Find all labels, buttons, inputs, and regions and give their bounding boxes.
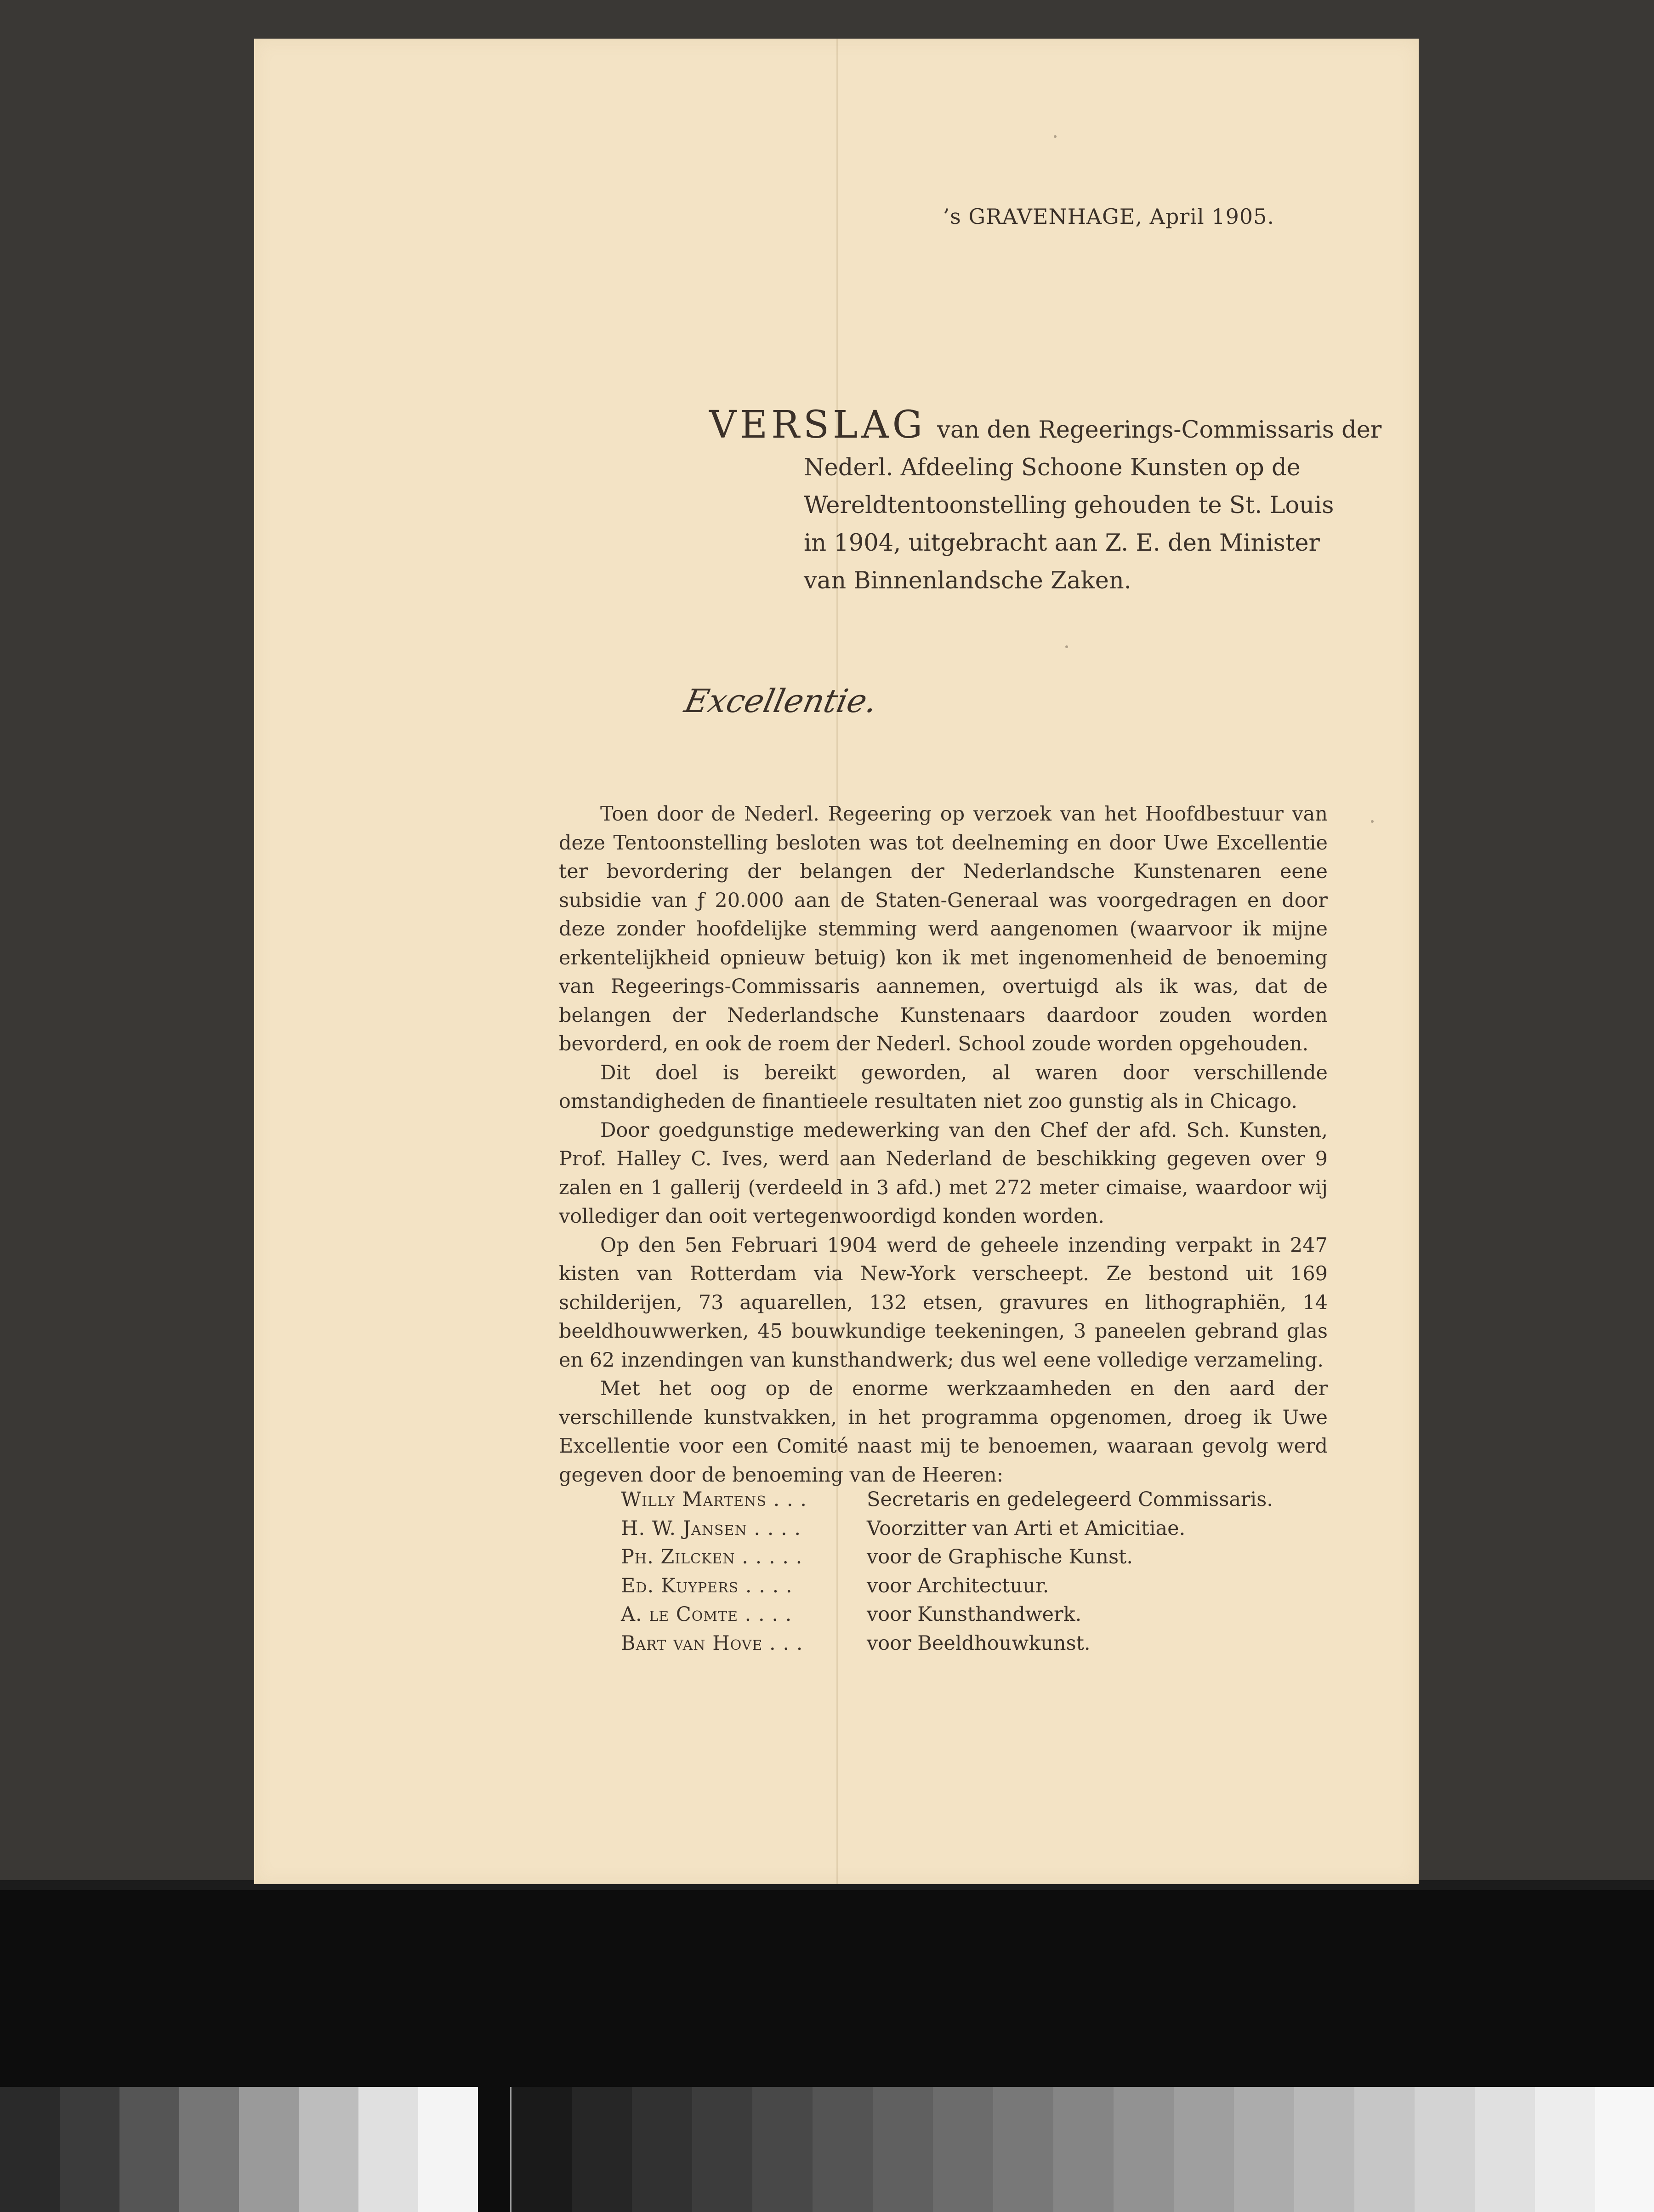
- gray-patch: [418, 2087, 478, 2212]
- title-word: VERSLAG: [709, 403, 926, 447]
- body-paragraph: Op den 5en Februari 1904 werd de geheele inzending verpakt in 247 kisten van Rotterdam via New-York verscheept. Ze bestond uit 169 schilderijen, 73 aquarellen, 132 etsen, gravures en lithographiën, 14 beeldhouwwerken, 45 bouwkundige teekeningen, 3 paneelen gebrand glas en 62 inzendingen van kunsthandwerk; dus wel eene volledige verzameling.: [559, 1233, 1328, 1372]
- committee-member: [621, 1514, 1273, 1543]
- title-line: Wereldtentoonstelling gehouden te St. Louis: [804, 492, 1334, 519]
- gray-patch: [1114, 2087, 1174, 2212]
- member-name: Bart van Hove . . .: [621, 1631, 803, 1655]
- body-paragraph: Dit doel is bereikt geworden, al waren door verschillende omstandigheden de finantieele resultaten niet zoo gunstig als in Chicago.: [559, 1061, 1328, 1113]
- gray-patch: [873, 2087, 933, 2212]
- title-first-line: [709, 403, 1382, 449]
- member-role: Secretaris en gedelegeerd Commissaris.: [867, 1488, 1273, 1511]
- salutation: Excellentie.: [681, 682, 881, 720]
- gray-patch: [692, 2087, 752, 2212]
- member-name: Ph. Zilcken . . . . .: [621, 1545, 803, 1568]
- gray-patch: [512, 2087, 572, 2212]
- gray-patch: [1354, 2087, 1415, 2212]
- gray-patch: [0, 2087, 60, 2212]
- gray-patch: [179, 2087, 239, 2212]
- document-page: [254, 39, 1419, 1884]
- title-line: in 1904, uitgebracht aan Z. E. den Minister: [804, 530, 1320, 557]
- committee-member: [621, 1485, 1273, 1514]
- member-name: Ed. Kuypers . . . .: [621, 1574, 793, 1597]
- gray-patch: [299, 2087, 358, 2212]
- committee-member: [621, 1600, 1273, 1629]
- gray-patch: [1174, 2087, 1234, 2212]
- gray-patch: [933, 2087, 993, 2212]
- title-line: van den Regeerings-Commissaris der: [937, 416, 1382, 444]
- gray-patch: [1294, 2087, 1354, 2212]
- member-role: voor Architectuur.: [867, 1574, 1049, 1597]
- member-role: Voorzitter van Arti et Amicitiae.: [867, 1516, 1186, 1540]
- committee-member: [621, 1629, 1273, 1658]
- dateline: ’s GRAVENHAGE, April 1905.: [943, 204, 1274, 229]
- gray-patch: [993, 2087, 1053, 2212]
- gray-patch: [813, 2087, 873, 2212]
- body-paragraph: Door goedgunstige medewerking van den Chef der afd. Sch. Kunsten, Prof. Halley C. Ives, werd aan Nederland de beschikking gegeven over 9 zalen en 1 gallerij (verdeeld in 3 afd.) met 272 meter cimaise, waardoor wij vollediger dan ooit vertegenwoordigd konden worden.: [559, 1118, 1328, 1228]
- report-title: [709, 403, 1382, 600]
- paper-speck: [1371, 820, 1374, 823]
- member-role: voor Beeldhouwkunst.: [867, 1631, 1091, 1655]
- gray-patch: [1234, 2087, 1294, 2212]
- title-line: Nederl. Afdeeling Schoone Kunsten op de: [804, 454, 1301, 481]
- gray-patch: [239, 2087, 299, 2212]
- report-body: [559, 800, 1328, 1489]
- gray-scale-strip-left: [0, 2087, 478, 2212]
- gray-patch: [632, 2087, 692, 2212]
- gray-patch: [572, 2087, 632, 2212]
- gray-patch: [752, 2087, 813, 2212]
- gray-patch: [1535, 2087, 1595, 2212]
- body-paragraph: Met het oog op de enorme werkzaamheden en den aard der verschillende kunstvakken, in het programma opgenomen, droeg ik Uwe Excellentie voor een Comité naast mij te benoemen, waaraan gevolg werd gegeven door de benoeming van de Heeren:: [559, 1377, 1328, 1487]
- gray-patch: [1475, 2087, 1535, 2212]
- gray-patch: [1053, 2087, 1114, 2212]
- gray-patch: [358, 2087, 418, 2212]
- gray-patch: [119, 2087, 179, 2212]
- paper-speck: [1054, 135, 1057, 138]
- committee-member: [621, 1543, 1273, 1572]
- gray-scale-strip-right: [510, 2087, 1654, 2212]
- member-role: voor de Graphische Kunst.: [867, 1545, 1133, 1568]
- member-name: A. le Comte . . . .: [621, 1603, 792, 1626]
- committee-member: [621, 1572, 1273, 1601]
- member-name: Willy Martens . . .: [621, 1488, 807, 1511]
- committee-list: [621, 1485, 1273, 1658]
- title-line: van Binnenlandsche Zaken.: [804, 567, 1131, 594]
- gray-patch: [1415, 2087, 1475, 2212]
- paper-speck: [1065, 645, 1068, 648]
- gray-patch: [60, 2087, 119, 2212]
- body-paragraph: Toen door de Nederl. Regeering op verzoek van het Hoofdbestuur van deze Tentoonstelling besloten was tot deelneming en door Uwe Excellentie ter bevordering der belangen der Nederlandsche Kunstenaren eene subsidie van ƒ 20.000 aan de Staten-Generaal was voorgedragen en door deze zonder hoofdelijke stemming werd aangenomen (waarvoor ik mijne erkentelijkheid opnieuw betuig) kon ik met ingenomenheid de benoeming van Regeerings-Commissaris aannemen, overtuigd als ik was, dat de belangen der Nederlandsche Kunstenaars daardoor zouden worden bevorderd, en ook de roem der Nederl. School zoude worden opgehouden.: [559, 803, 1328, 1055]
- member-name: H. W. Jansen . . . .: [621, 1516, 801, 1540]
- gray-patch: [1595, 2087, 1654, 2212]
- member-role: voor Kunsthandwerk.: [867, 1603, 1082, 1626]
